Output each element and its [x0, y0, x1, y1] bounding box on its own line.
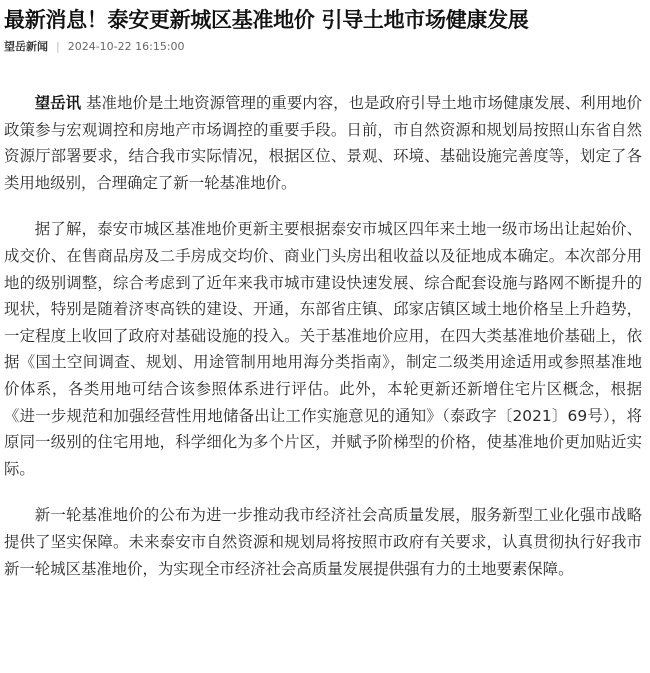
paragraph-text: 新一轮基准地价的公布为进一步推动我市经济社会高质量发展，服务新型工业化强市战略提供了坚实保障。未来泰安市自然资源和规划局将按照市政府有关要求，认真贯彻执行好我市新一轮城区基准地价，为实现全市经济社会高质量发展提供强有力的土地要素保障。: [4, 506, 642, 578]
article-body: [4, 90, 642, 602]
article-meta: [4, 38, 644, 56]
paragraph-text: 据了解，泰安市城区基准地价更新主要根据泰安市城区四年来土地一级市场出让起始价、成交价、在售商品房及二手房成交均价、商业门头房出租收益以及征地成本确定。本次部分用地的级别调整，综合考虑到了近年来我市城市建设快速发展、综合配套设施与路网不断提升的现状，特别是随着济枣高铁的建设、开通，东部省庄镇、邱家店镇区域土地价格呈上升趋势，一定程度上收回了政府对基础设施的投入。关于基准地价应用，在四大类基准地价基础上，依据《国土空间调查、规划、用途管制用地用海分类指南》，制定二级类用途适用或参照基准地价体系，各类用地可结合该参照体系进行评估。此外，本轮更新还新增住宅片区概念，根据《进一步规范和加强经营性用地储备出让工作实施意见的通知》（泰政字〔2021〕69号），将原同一级别的住宅用地，科学细化为多个片区，并赋予阶梯型的价格，使基准地价更加贴近实际。: [4, 220, 642, 478]
paragraph-lead: 望岳讯: [34, 94, 82, 112]
publish-datetime: 2024-10-22 16:15:00: [67, 40, 185, 53]
paragraph-text: 基准地价是土地资源管理的重要内容，也是政府引导土地市场健康发展、利用地价政策参与宏观调控和房地产市场调控的重要手段。日前，市自然资源和规划局按照山东省自然资源厅部署要求，结合我市实际情况，根据区位、景观、环境、基础设施完善度等，划定了各类用地级别，合理确定了新一轮基准地价。: [4, 94, 642, 192]
meta-separator: |: [56, 40, 60, 53]
paragraph-1: [4, 90, 642, 196]
article-source[interactable]: 望岳新闻: [4, 40, 48, 53]
paragraph-2: [4, 216, 642, 482]
article-title: 最新消息！泰安更新城区基准地价 引导土地市场健康发展: [4, 8, 529, 32]
paragraph-3: [4, 502, 642, 582]
